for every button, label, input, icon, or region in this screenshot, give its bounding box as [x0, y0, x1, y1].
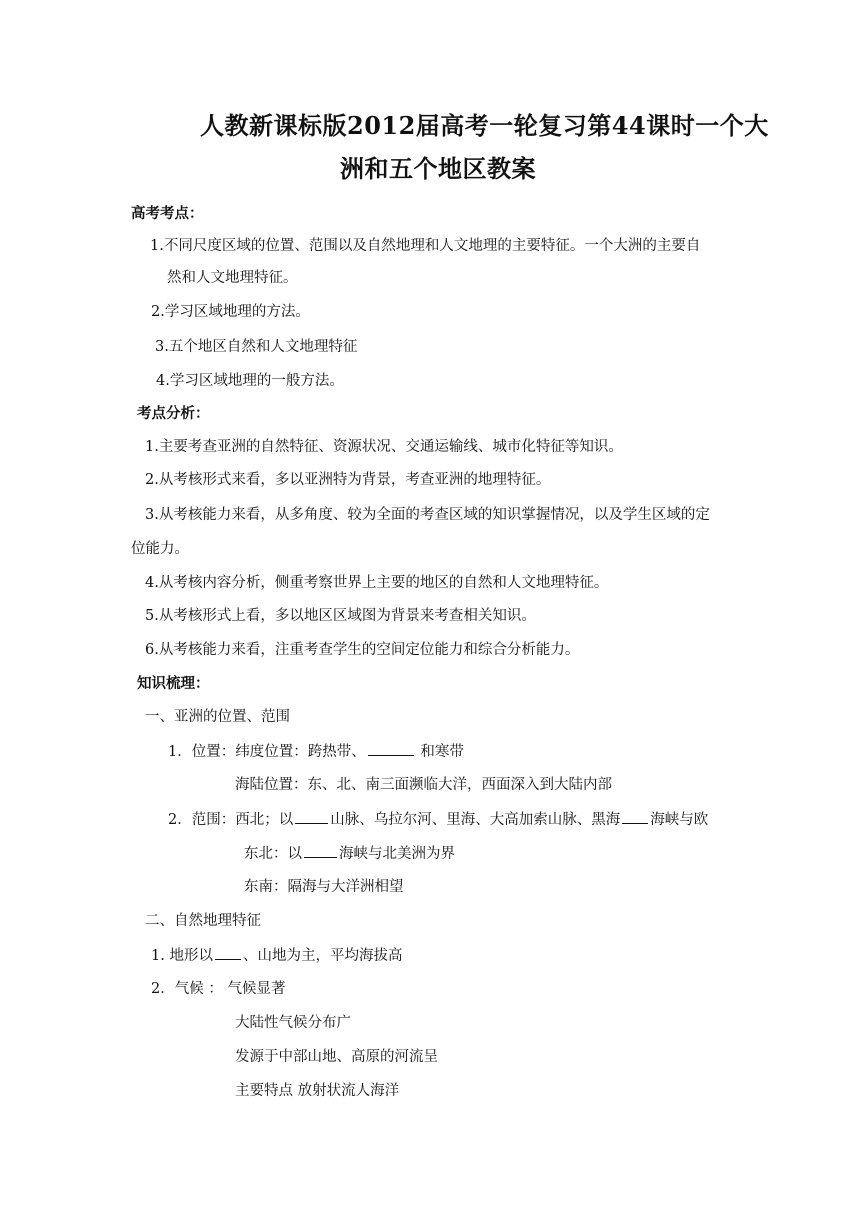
northeast-line [244, 843, 455, 864]
terrain-line [151, 945, 402, 966]
sea-land-position: 海陆位置：东、北、南三面濒临大洋，西面深入到大陆内部 [235, 777, 612, 793]
terrain-text-a: 1. 地形以 [151, 948, 213, 964]
gaokao-item-4: 4.学习区域地理的一般方法。 [156, 373, 344, 389]
northeast-text-b: 海峡与北美洲为界 [339, 846, 455, 862]
climate-line: 2．气候 ： 气候显著 [151, 981, 286, 997]
section-heading-gaokao: 高考考点： [131, 205, 204, 222]
analysis-item-4: 4.从考核内容分析，侧重考察世界上主要的地区的自然和人文地理特征。 [145, 575, 609, 591]
range-text-c: 海峡与欧 [650, 812, 709, 828]
gaokao-item-1: 1.不同尺度区域的位置、范围以及自然地理和人文地理的主要特征。一个大洲的主要自 [150, 238, 701, 254]
analysis-item-2: 2.从考核形式来看，多以亚洲特为背景，考查亚洲的地理特征。 [145, 472, 551, 488]
fill-blank [368, 741, 414, 756]
analysis-item-3-cont: 位能力。 [131, 541, 189, 557]
position-text-b: 和寒带 [415, 744, 464, 760]
position-line [168, 741, 464, 762]
fill-blank [304, 843, 337, 858]
gaokao-item-1-cont: 然和人文地理特征。 [167, 270, 298, 286]
knowledge-part1: 一、亚洲的位置、范围 [145, 709, 290, 725]
river-line-2: 主要特点 放射状流人海洋 [235, 1083, 400, 1099]
gaokao-item-2: 2.学习区域地理的方法。 [151, 304, 310, 320]
position-text-a: 1．位置：纬度位置：跨热带、 [168, 744, 366, 760]
doc-title-line2: 洲和五个地区教案 [340, 154, 536, 183]
southeast-line: 东南：隔海与大洋洲相望 [244, 879, 404, 895]
analysis-item-5: 5.从考核形式上看，多以地区区域图为背景来考查相关知识。 [145, 608, 536, 624]
analysis-item-1: 1.主要考查亚洲的自然特征、资源状况、交通运输线、城市化特征等知识。 [145, 439, 623, 455]
fill-blank [295, 809, 328, 824]
analysis-item-3: 3.从考核能力来看，从多角度、较为全面的考查区域的知识掌握情况，以及学生区域的定 [145, 507, 710, 523]
section-heading-analysis: 考点分析： [137, 405, 210, 422]
terrain-text-b: 、山地为主，平均海拔高 [242, 948, 403, 964]
gaokao-item-3: 3.五个地区自然和人文地理特征 [155, 339, 358, 355]
analysis-item-6: 6.从考核能力来看，注重考查学生的空间定位能力和综合分析能力。 [145, 642, 580, 658]
knowledge-part2: 二、自然地理特征 [145, 913, 261, 929]
range-text-b: 山脉、乌拉尔河、里海、大高加索山脉、黑海 [330, 812, 621, 828]
fill-blank [622, 809, 648, 824]
fill-blank [215, 945, 241, 960]
climate-line-2: 大陆性气候分布广 [235, 1015, 351, 1031]
range-line [168, 809, 708, 830]
river-line-1: 发源于中部山地、高原的河流呈 [235, 1049, 438, 1065]
range-text-a: 2．范围：西北；以 [168, 812, 294, 828]
doc-title-line1: 人教新课标版2012届高考一轮复习第44课时一个大 [200, 111, 769, 140]
northeast-text-a: 东北：以 [244, 846, 302, 862]
section-heading-knowledge: 知识梳理： [137, 675, 210, 692]
